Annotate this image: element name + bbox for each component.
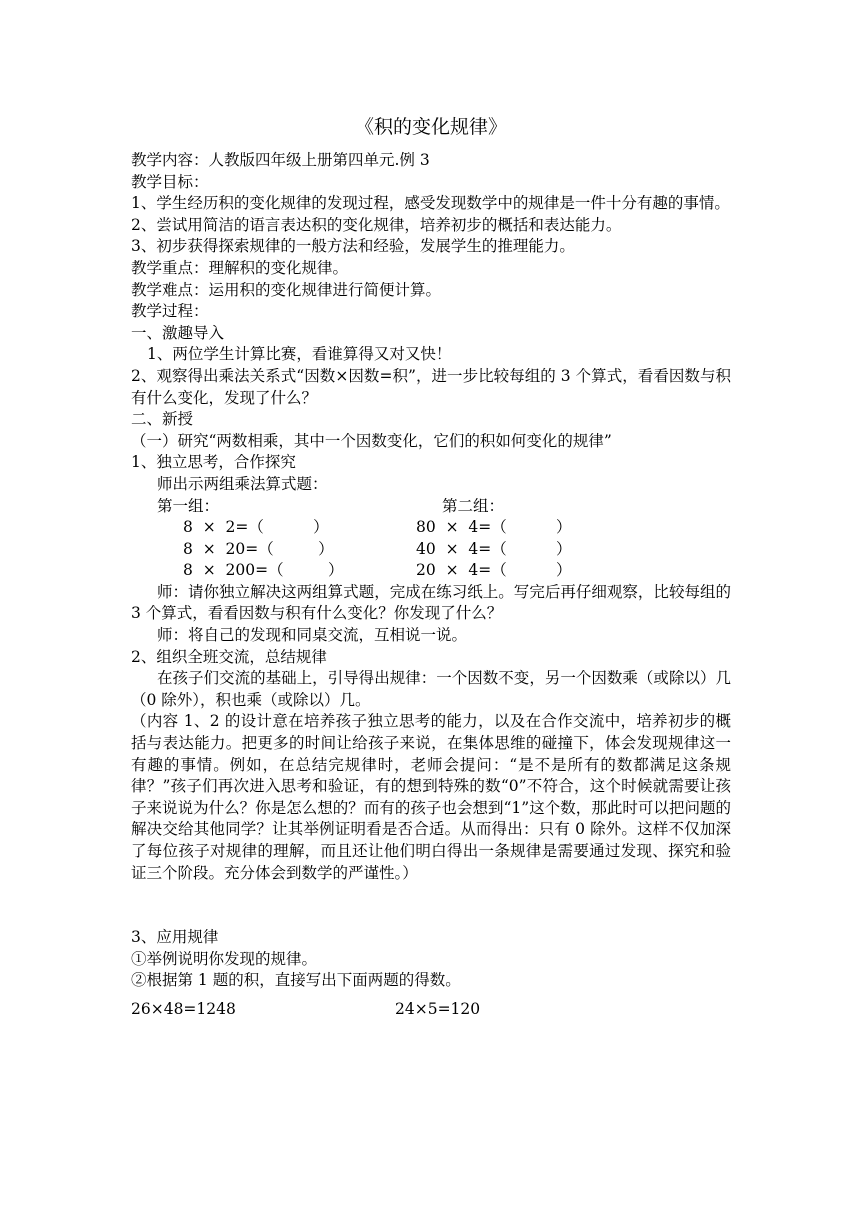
intro-item-1: 1、两位学生计算比赛，看谁算得又对又快！ xyxy=(147,345,452,364)
show-problems-line: 师出示两组乘法算式题： xyxy=(157,474,328,493)
step-1-heading: 1、独立思考，合作探究 xyxy=(131,453,296,472)
design-note: （内容 1、2 的设计意在培养孩子独立思考的能力，以及在合作交流中，培养初步的概括与表达能力。把更多的时间让给孩子来说，在集体思维的碰撞下，体会发现规律这一有趣的事情。例如，在总结完规律时，老师会提问：“是不是所有的数都满足这条规律？”孩子们再次进入思考和验证，有的想到特殊的数“0”不符合，这个时候就需要让孩子来说说为什么？你是怎么想的？而有的孩子也会想到“1”这个数，那此时可以把问题的解决交给其他同学？让其举例证明看是否合适。从而得出：只有 0 除外。这样不仅加深了每位孩子对规律的理解，而且还让他们明白得出一条规律是需要通过发现、探究和验证三个阶段。充分体会到数学的严谨性。） xyxy=(131,712,731,882)
step-2-heading: 2、组织全班交流，总结规律 xyxy=(131,647,327,666)
objective-1: 1、学生经历积的变化规律的发现过程，感受发现数学中的规律是一件十分有趣的事情。 xyxy=(131,194,730,213)
section-2-heading: 二、新授 xyxy=(131,410,194,429)
problem-groups xyxy=(131,496,731,582)
difficult-point: 教学难点：运用积的变化规律进行简便计算。 xyxy=(131,280,442,299)
subsection-1-heading: （一）研究“两数相乘，其中一个因数变化，它们的积如何变化的规律” xyxy=(131,431,612,450)
group-1-label: 第一组： xyxy=(157,496,220,515)
application-item-2: ②根据第 1 题的积，直接写出下面两题的得数。 xyxy=(131,971,461,990)
calculation-2: 24×5=120 xyxy=(395,999,481,1018)
group-2-eq-2: 40 × 4=（ ） xyxy=(416,539,572,558)
calculation-row xyxy=(131,998,731,1020)
document-page xyxy=(131,112,731,1020)
section-1-heading: 一、激趣导入 xyxy=(131,323,225,342)
spacer xyxy=(131,884,731,927)
process-heading: 教学过程： xyxy=(131,302,209,321)
objectives-heading: 教学目标： xyxy=(131,172,209,191)
application-item-1: ①举例说明你发现的规律。 xyxy=(131,949,318,968)
calculation-1: 26×48=1248 xyxy=(131,999,236,1018)
page-title: 《积的变化规律》 xyxy=(354,116,507,138)
teacher-instruction-1: 师：请你独立解决这两组算式题，完成在练习纸上。写完后再仔细观察，比较每组的 3 个算式，看看因数与积有什么变化？你发现了什么？ xyxy=(131,582,731,623)
group-1-eq-3: 8 × 200=（ ） xyxy=(183,561,344,580)
key-point: 教学重点：理解积的变化规律。 xyxy=(131,258,349,277)
objective-2: 2、尝试用简洁的语言表达积的变化规律，培养初步的概括和表达能力。 xyxy=(131,215,622,234)
group-2-eq-3: 20 × 4=（ ） xyxy=(416,561,572,580)
intro-item-2: 2、观察得出乘法关系式“因数×因数=积”，进一步比较每组的 3 个算式，看看因数与积有什么变化，发现了什么？ xyxy=(131,366,731,407)
rule-paragraph: 在孩子们交流的基础上，引导得出规律：一个因数不变，另一个因数乘（或除以）几（0 除外），积也乘（或除以）几。 xyxy=(131,669,731,709)
teacher-instruction-2: 师：将自己的发现和同桌交流，互相说一说。 xyxy=(157,626,468,645)
content-line: 教学内容：人教版四年级上册第四单元.例 3 xyxy=(131,151,430,169)
group-2-eq-1: 80 × 4=（ ） xyxy=(416,518,572,537)
objective-3: 3、初步获得探索规律的一般方法和经验，发展学生的推理能力。 xyxy=(131,237,575,256)
step-3-heading: 3、应用规律 xyxy=(131,928,219,947)
group-2-label: 第二组： xyxy=(442,496,505,515)
group-1-eq-2: 8 × 20=（ ） xyxy=(183,539,334,558)
group-1-eq-1: 8 × 2=（ ） xyxy=(183,518,329,537)
